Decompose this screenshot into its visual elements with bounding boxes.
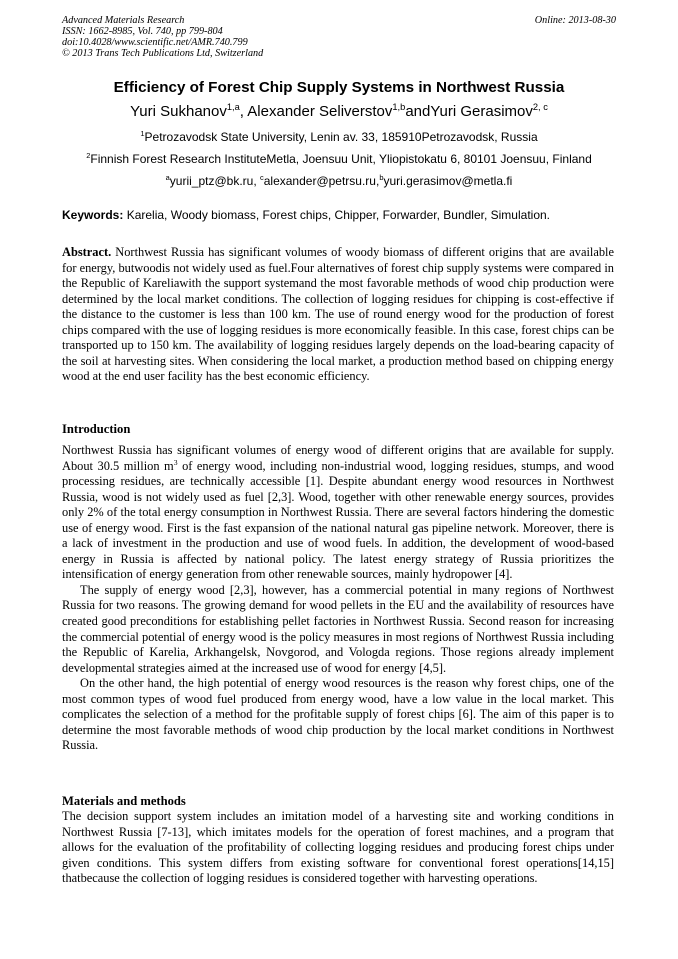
author-name: Yuri Sukhanov: [130, 103, 227, 120]
author-affiliation-mark: 2, c: [532, 102, 548, 112]
abstract-label: Abstract.: [62, 245, 112, 259]
affiliation-text: Finnish Forest Research InstituteMetla, Joensuu Unit, Yliopistokatu 6, 80101 Joensuu, Finland: [90, 152, 592, 166]
email-address: yuri.gerasimov@metla.fi: [383, 174, 513, 188]
intro-paragraph-2: The supply of energy wood [2,3], however, has a commercial potential in many regions of Northwest Russia for two reasons. The growing demand for wood pellets in the EU and the availability of resources have created good preconditions for establishing pellet factories in Northwest Russia. Second reason for increasing the commercial potential of energy wood is the policy measures in most regions of Northwest Russia including the Republic of Karelia, Arkhangelsk, Novgorod, and Vologda regions. Those regions already implement developmental strategies aimed at the increased use of wood for energy [4,5].: [62, 582, 614, 675]
intro-paragraph-3: On the other hand, the high potential of energy wood resources is the reason why forest chips, one of the most common types of wood fuel produced from energy wood, have a low value in the local market. This complicates the selection of a method for the profitable supply of forest chips [6]. The aim of this paper is to determine the most favorable methods of wood chip production by the local market conditions in Northwest Russia.: [62, 676, 614, 753]
unit-superscript: 3: [173, 457, 178, 467]
abstract: [62, 245, 614, 385]
intro-text: of energy wood, including non-industrial wood, logging residues, stumps, and wood processing residues, are technically accessible [1]. Despite abundant energy wood resources in Northwest Russia, wood is not widely used as fuel [2,3]. Wood, together with other renewable energy sources, provides only 2% of the total energy consumption in Northwest Russia. There are several factors hindering the domestic use of energy wood. First is the fast expansion of the national natural gas pipeline network. Moreover, there is a lack of investment in the production and use of wood fuels. In addition, the development of wood-based energy in Russia is affected by national policy. The latest energy strategy of Russia prioritizes the intensification of energy generation from other renewable sources, mainly hydropower [4].: [62, 458, 614, 582]
issn-line: ISSN: 1662-8985, Vol. 740, pp 799-804: [62, 26, 223, 37]
email-address: alexander@petrsu.ru,: [263, 174, 380, 188]
journal-header: [62, 15, 616, 59]
keywords-text: Karelia, Woody biomass, Forest chips, Chipper, Forwarder, Bundler, Simulation.: [123, 208, 550, 222]
email-mark: b: [379, 173, 384, 182]
author-name: andYuri Gerasimov: [405, 103, 533, 120]
abstract-paragraph: [62, 245, 614, 385]
doi-line: doi:10.4028/www.scientific.net/AMR.740.799: [62, 37, 248, 48]
author-separator: ,: [239, 103, 248, 120]
paper-title: Efficiency of Forest Chip Supply Systems in Northwest Russia: [113, 79, 565, 96]
introduction-heading: Introduction: [62, 422, 131, 436]
online-date: Online: 2013-08-30: [534, 15, 616, 26]
affiliation-mark: 1: [140, 129, 145, 138]
intro-text: Northwest Russia has significant volumes of energy wood of different origins that are available for supply. About 30.5 million m: [62, 443, 614, 473]
keywords-label: Keywords:: [62, 208, 124, 222]
email-address: yurii_ptz@bk.ru,: [169, 174, 261, 188]
affiliation-1: [0, 130, 678, 144]
methods-heading: Materials and methods: [62, 794, 186, 808]
email-mark: a: [165, 173, 170, 182]
author-list: [0, 103, 678, 120]
intro-paragraph-1: [62, 443, 614, 583]
methods-paragraph-1: The decision support system includes an imitation model of a harvesting site and working conditions in Northwest Russia [7-13], which imitates models for the operation of forest machines, and a program that allows for the evaluation of the profitability of collecting logging residues and producing forest chips under given conditions. This system differs from existing software for conventional forest operations[14,15] thatbecause the collection of logging residues is considered together with harvesting operations.: [62, 809, 614, 886]
affiliation-text: Petrozavodsk State University, Lenin av. 33, 185910Petrozavodsk, Russia: [144, 130, 538, 144]
email-mark: c: [260, 173, 264, 182]
journal-name: Advanced Materials Research: [62, 15, 185, 26]
introduction-section: [62, 443, 614, 754]
keywords-line: [62, 208, 616, 222]
author-name: Alexander Seliverstov: [247, 103, 393, 120]
author-affiliation-mark: 1,a: [226, 102, 240, 112]
affiliation-2: [0, 152, 678, 166]
author-affiliation-mark: 1,b: [392, 102, 406, 112]
copyright-line: © 2013 Trans Tech Publications Ltd, Switzerland: [62, 48, 264, 59]
methods-section: [62, 809, 614, 887]
affiliation-mark: 2: [86, 151, 91, 160]
email-line: [0, 174, 678, 188]
abstract-text: Northwest Russia has significant volumes of woody biomass of different origins that are available for energy, butwoodis not widely used as fuel.Four alternatives of forest chip supply systems were compared in the Republic of Kareliawith the support systemand the most favorable methods of wood chip production were determined by the local market conditions. The collection of logging residues for chipping is cost-effective if the distance to the customer is less than 100 km. The use of round energy wood for the production of forest chips compared with the use of logging residues is more economically feasible. In this case, forest chips can be transported up to 150 km. The availability of logging residues largely depends on the load-bearing capacity of the soil at harvesting sites. When considering the local market, a production method based on chipping energy wood at the end user facility has the best economic efficiency.: [62, 245, 614, 384]
